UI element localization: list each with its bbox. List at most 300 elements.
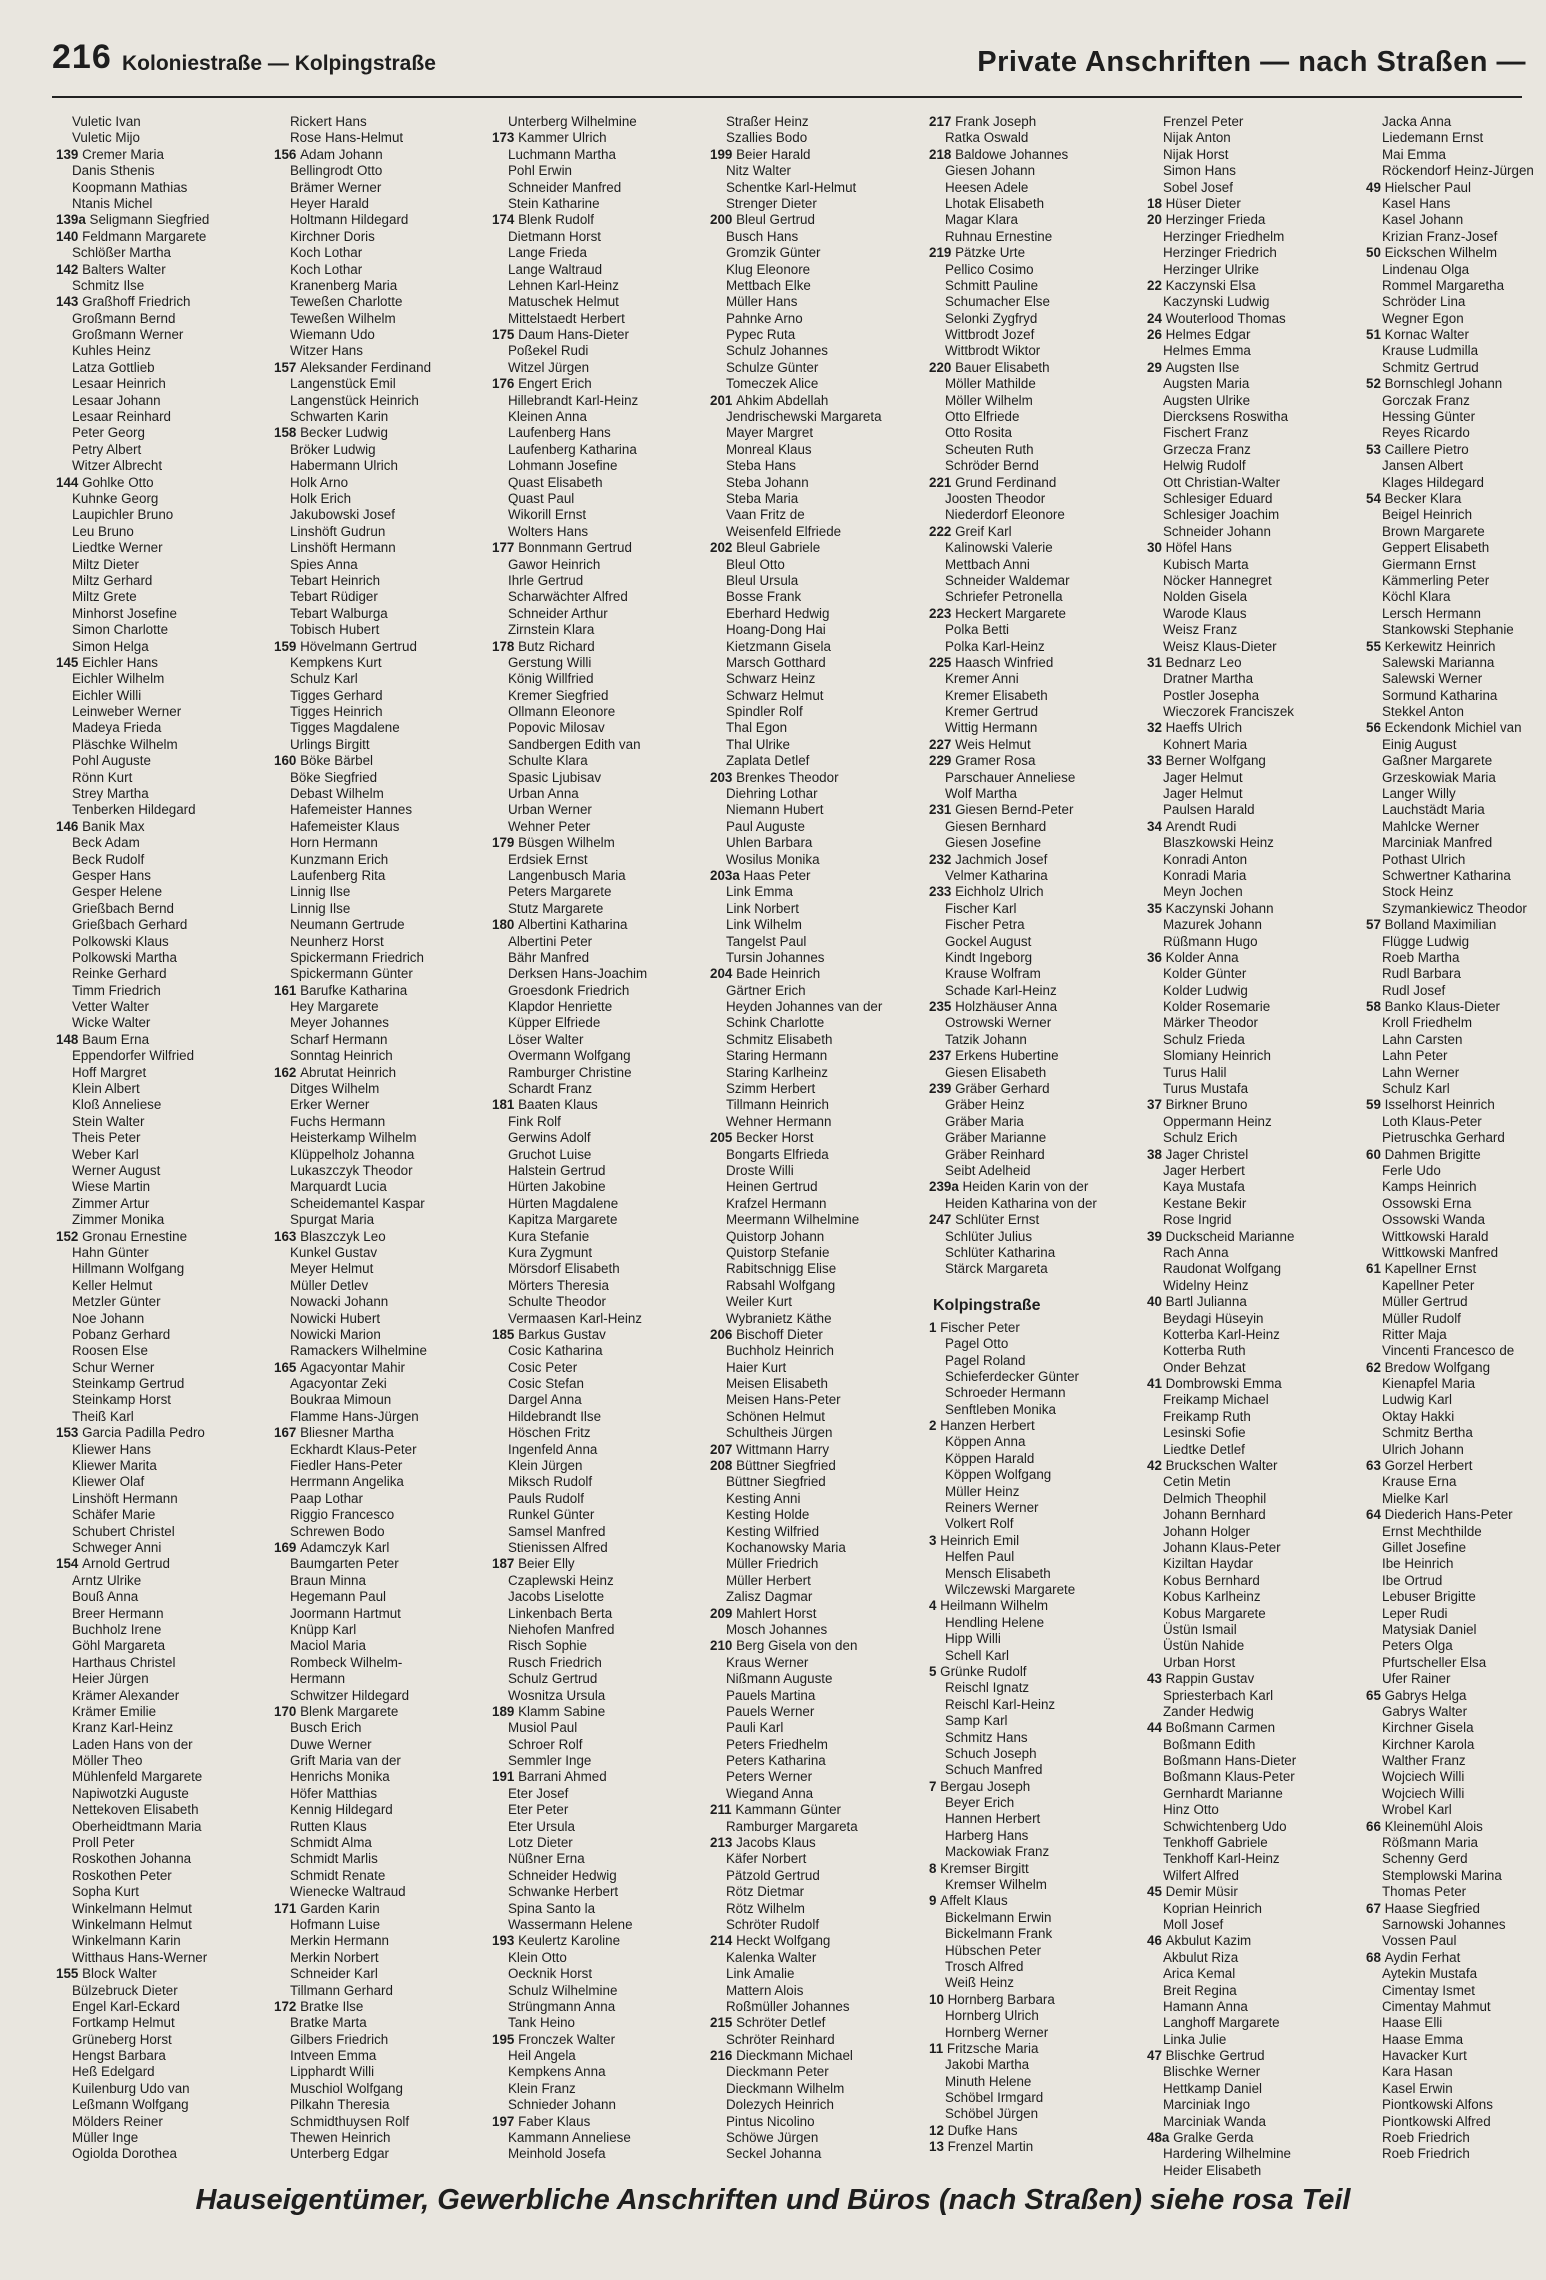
- house-entry: 172 Bratke Ilse: [274, 1998, 364, 2014]
- house-number: 169: [274, 1539, 301, 1555]
- resident-entry: Tursin Johannes: [726, 949, 825, 965]
- resident-entry: Kroll Friedhelm: [1382, 1015, 1473, 1031]
- resident-entry: Fischert Franz: [1163, 425, 1249, 441]
- house-entry: 142 Balters Walter: [56, 261, 166, 277]
- resident-entry: Schmitz Bertha: [1382, 1425, 1473, 1441]
- house-number: 174: [492, 212, 519, 228]
- resident-entry: Klein Jürgen: [508, 1458, 583, 1474]
- resident-entry: Holk Arno: [290, 474, 349, 490]
- resident-entry: Lange Waltraud: [508, 261, 603, 277]
- resident-entry: Simon Helga: [72, 638, 149, 654]
- resident-entry: Nijak Horst: [1163, 146, 1229, 162]
- resident-entry: Langenbusch Maria: [508, 867, 626, 883]
- resident-entry: Krämer Alexander: [72, 1687, 180, 1703]
- resident-entry: Stärck Margareta: [945, 1261, 1048, 1277]
- resident-entry: Meyer Helmut: [290, 1261, 374, 1277]
- resident-entry: Witzer Hans: [290, 343, 363, 359]
- resident-entry: Müller Rudolf: [1382, 1310, 1461, 1326]
- resident-entry: Grießbach Bernd: [72, 900, 174, 916]
- resident-entry: Bröker Ludwig: [290, 441, 376, 457]
- resident-entry: Linka Julie: [1163, 2031, 1227, 2047]
- resident-entry: Marsch Gotthard: [726, 654, 826, 670]
- resident-entry: Wojciech Willi: [1382, 1769, 1465, 1785]
- resident-entry: Reiners Werner: [945, 1500, 1039, 1516]
- house-number: 217: [929, 114, 956, 129]
- house-entry: 36 Kolder Anna: [1147, 949, 1239, 965]
- resident-entry: Tenkhoff Karl-Heinz: [1163, 1851, 1280, 1867]
- resident-entry: Spriesterbach Karl: [1163, 1687, 1274, 1703]
- house-number: 161: [274, 982, 301, 998]
- resident-entry: Ingenfeld Anna: [508, 1441, 598, 1457]
- resident-entry: Overmann Wolfgang: [508, 1048, 631, 1064]
- house-entry: 231 Giesen Bernd-Peter: [929, 802, 1074, 818]
- resident-entry: Steinkamp Gertrud: [72, 1376, 185, 1392]
- resident-entry: Schröder Lina: [1382, 294, 1466, 310]
- house-entry: 177 Bonnmann Gertrud: [492, 540, 632, 556]
- resident-entry: Paulsen Harald: [1163, 802, 1255, 818]
- resident-entry: Bongarts Elfrieda: [726, 1146, 829, 1162]
- resident-entry: Kesting Holde: [726, 1507, 810, 1523]
- house-entry: 229 Gramer Rosa: [929, 753, 1036, 769]
- resident-entry: Quistorp Stefanie: [726, 1244, 830, 1260]
- resident-entry: Schultheis Jürgen: [726, 1425, 833, 1441]
- resident-entry: Nitz Walter: [726, 163, 791, 179]
- house-entry: 220 Bauer Elisabeth: [929, 359, 1050, 375]
- resident-entry: Kolder Ludwig: [1163, 982, 1248, 998]
- resident-entry: Schröter Rudolf: [726, 1916, 820, 1932]
- resident-entry: Schulz Erich: [1163, 1130, 1238, 1146]
- resident-entry: Kasel Hans: [1382, 195, 1451, 211]
- resident-entry: Üstün Ismail: [1163, 1621, 1237, 1637]
- resident-entry: Schulz Karl: [290, 671, 358, 687]
- house-entry: 31 Bednarz Leo: [1147, 654, 1242, 670]
- resident-entry: Tomeczek Alice: [726, 376, 819, 392]
- resident-entry: Rommel Margaretha: [1382, 277, 1505, 293]
- resident-entry: Engel Karl-Eckard: [72, 1998, 180, 2014]
- resident-entry: Metzler Günter: [72, 1294, 161, 1310]
- resident-entry: Laufenberg Katharina: [508, 441, 637, 457]
- resident-entry: Bellingrodt Otto: [290, 163, 383, 179]
- resident-entry: Kotterba Ruth: [1163, 1343, 1246, 1359]
- resident-entry: Schöbel Jürgen: [945, 2106, 1039, 2122]
- house-number: 165: [274, 1359, 301, 1375]
- resident-entry: Schwanke Herbert: [508, 1884, 619, 1900]
- resident-entry: Mittelstaedt Herbert: [508, 310, 625, 326]
- house-number: 57: [1366, 917, 1385, 933]
- house-number: 220: [929, 359, 956, 375]
- resident-entry: Onder Behzat: [1163, 1359, 1246, 1375]
- house-number: 26: [1147, 327, 1166, 343]
- resident-entry: Ramburger Christine: [508, 1064, 632, 1080]
- resident-entry: Kesting Wilfried: [726, 1523, 820, 1539]
- resident-entry: Rose Ingrid: [1163, 1212, 1232, 1228]
- resident-entry: Runkel Günter: [508, 1507, 595, 1523]
- resident-entry: Strey Martha: [72, 786, 149, 802]
- house-number: 48a: [1147, 2130, 1174, 2146]
- resident-entry: Wittkowski Harald: [1382, 1228, 1489, 1244]
- house-entry: 205 Becker Horst: [710, 1130, 814, 1146]
- resident-entry: Buchholz Heinrich: [726, 1343, 834, 1359]
- house-number: 55: [1366, 638, 1385, 654]
- house-number: 247: [929, 1212, 956, 1228]
- resident-entry: Ufer Rainer: [1382, 1671, 1451, 1687]
- resident-entry: Freikamp Ruth: [1163, 1408, 1251, 1424]
- house-entry: 56 Eckendonk Michiel van: [1366, 720, 1522, 736]
- house-entry: 49 Hielscher Paul: [1366, 179, 1471, 195]
- resident-entry: Ratka Oswald: [945, 130, 1029, 146]
- house-entry: 68 Aydin Ferhat: [1366, 1949, 1461, 1965]
- resident-entry: Büttner Siegfried: [726, 1474, 826, 1490]
- resident-entry: Thal Ulrike: [726, 736, 790, 752]
- house-number: 213: [710, 1835, 737, 1851]
- resident-entry: Gärtner Erich: [726, 982, 806, 998]
- house-number: 43: [1147, 1671, 1166, 1687]
- resident-entry: Duwe Werner: [290, 1736, 372, 1752]
- house-number: 187: [492, 1556, 519, 1572]
- resident-entry: Uhlen Barbara: [726, 835, 813, 851]
- resident-entry: Klein Albert: [72, 1081, 140, 1097]
- resident-entry: Dargel Anna: [508, 1392, 582, 1408]
- resident-entry: Klüppelholz Johanna: [290, 1146, 415, 1162]
- resident-entry: Meisen Elisabeth: [726, 1376, 828, 1392]
- resident-entry: Schmidt Marlis: [290, 1851, 378, 1867]
- house-number: 175: [492, 327, 519, 343]
- resident-entry: Heyer Harald: [290, 195, 369, 211]
- resident-entry: Grießbach Gerhard: [72, 917, 188, 933]
- resident-entry: Schnieder Johann: [508, 2097, 616, 2113]
- resident-entry: Schenny Gerd: [1382, 1851, 1468, 1867]
- resident-entry: Pauels Martina: [726, 1687, 816, 1703]
- house-number: 8: [929, 1860, 941, 1876]
- resident-entry: Sarnowski Johannes: [1382, 1916, 1506, 1932]
- resident-entry: Thomas Peter: [1382, 1884, 1467, 1900]
- house-number: 65: [1366, 1687, 1385, 1703]
- resident-entry: Hannen Herbert: [945, 1811, 1041, 1827]
- resident-entry: Tenkhoff Gabriele: [1163, 1835, 1268, 1851]
- resident-entry: Ott Christian-Walter: [1163, 474, 1281, 490]
- resident-entry: Beck Adam: [72, 835, 140, 851]
- resident-entry: Kaczynski Ludwig: [1163, 294, 1270, 310]
- resident-entry: Zalisz Dagmar: [726, 1589, 813, 1605]
- resident-entry: Diehring Lothar: [726, 786, 818, 802]
- resident-entry: Cosic Katharina: [508, 1343, 603, 1359]
- resident-entry: Helmes Emma: [1163, 343, 1251, 359]
- resident-entry: Müller Detlev: [290, 1277, 369, 1293]
- resident-entry: Weisz Franz: [1163, 622, 1238, 638]
- resident-entry: Schuch Manfred: [945, 1762, 1043, 1778]
- resident-entry: Grüneberg Horst: [72, 2031, 172, 2047]
- house-entry: 29 Augsten Ilse: [1147, 359, 1240, 375]
- spacer: [929, 1278, 1143, 1288]
- resident-entry: Heiden Katharina von der: [945, 1195, 1097, 1211]
- resident-entry: Pietruschka Gerhard: [1382, 1130, 1505, 1146]
- resident-entry: Spina Santo la: [508, 1900, 596, 1916]
- house-entry: 47 Blischke Gertrud: [1147, 2048, 1265, 2064]
- house-number: 146: [56, 818, 83, 834]
- resident-entry: Nowicki Hubert: [290, 1310, 381, 1326]
- house-entry: 170 Blenk Margarete: [274, 1703, 399, 1719]
- resident-entry: Kempkens Kurt: [290, 654, 382, 670]
- resident-entry: Salewski Werner: [1382, 671, 1483, 687]
- resident-entry: Miltz Gerhard: [72, 572, 153, 588]
- resident-entry: Tobisch Hubert: [290, 622, 380, 638]
- resident-entry: Schulze Günter: [726, 359, 819, 375]
- resident-entry: Koch Lothar: [290, 245, 363, 261]
- resident-entry: Senftleben Monika: [945, 1401, 1056, 1417]
- resident-entry: Giermann Ernst: [1382, 556, 1476, 572]
- house-entry: 195 Fronczek Walter: [492, 2031, 616, 2047]
- resident-entry: Giesen Elisabeth: [945, 1064, 1047, 1080]
- house-number: 178: [492, 638, 519, 654]
- resident-entry: Schneider Manfred: [508, 179, 622, 195]
- resident-entry: Müller Friedrich: [726, 1556, 819, 1572]
- resident-entry: Liedtke Werner: [72, 540, 163, 556]
- house-number: 37: [1147, 1097, 1166, 1113]
- resident-entry: Frenzel Peter: [1163, 114, 1244, 129]
- resident-entry: Jager Herbert: [1163, 1163, 1245, 1178]
- house-number: 63: [1366, 1458, 1385, 1474]
- house-entry: 209 Mahlert Horst: [710, 1605, 817, 1621]
- house-entry: 203 Brenkes Theodor: [710, 769, 839, 785]
- resident-entry: Schumacher Else: [945, 294, 1050, 310]
- resident-entry: Lipphardt Willi: [290, 2064, 375, 2080]
- resident-entry: Dratner Martha: [1163, 671, 1254, 687]
- resident-entry: Moll Josef: [1163, 1916, 1224, 1932]
- resident-entry: Cosic Peter: [508, 1359, 578, 1375]
- resident-entry: Niederdorf Eleonore: [945, 507, 1065, 523]
- house-number: 152: [56, 1228, 83, 1244]
- house-number: 221: [929, 474, 956, 490]
- resident-entry: Schröder Bernd: [945, 458, 1039, 474]
- resident-entry: Quast Elisabeth: [508, 474, 603, 490]
- resident-entry: Szimm Herbert: [726, 1081, 816, 1097]
- house-entry: 174 Blenk Rudolf: [492, 212, 594, 228]
- resident-entry: Schulz Karl: [1382, 1081, 1450, 1097]
- header-rule: [52, 96, 1522, 98]
- house-entry: 61 Kapellner Ernst: [1366, 1261, 1477, 1277]
- house-entry: 221 Grund Ferdinand: [929, 474, 1057, 490]
- resident-entry: Peters Margarete: [508, 884, 612, 900]
- house-entry: 217 Frank Joseph: [929, 114, 1037, 129]
- resident-entry: Zimmer Monika: [72, 1212, 165, 1228]
- house-number: 199: [710, 146, 737, 162]
- resident-entry: Gockel August: [945, 933, 1032, 949]
- house-number: 18: [1147, 195, 1166, 211]
- resident-entry: Steba Maria: [726, 490, 799, 506]
- house-entry: 227 Weis Helmut: [929, 736, 1031, 752]
- house-entry: 191 Barrani Ahmed: [492, 1769, 607, 1785]
- resident-entry: Wittig Hermann: [945, 720, 1038, 736]
- resident-entry: Meyn Jochen: [1163, 884, 1243, 900]
- house-number: 231: [929, 802, 956, 818]
- resident-entry: Teweßen Wilhelm: [290, 310, 396, 326]
- house-number: 41: [1147, 1376, 1166, 1392]
- resident-entry: Otto Elfriede: [945, 409, 1020, 425]
- resident-entry: Lesaar Heinrich: [72, 376, 166, 392]
- resident-entry: Erdsiek Ernst: [508, 851, 588, 867]
- resident-entry: Pothast Ulrich: [1382, 851, 1466, 867]
- resident-entry: Hessing Günter: [1382, 409, 1476, 425]
- house-entry: 54 Becker Klara: [1366, 490, 1462, 506]
- house-entry: 57 Bolland Maximilian: [1366, 917, 1497, 933]
- house-entry: 9 Affelt Klaus: [929, 1893, 1008, 1909]
- resident-entry: Mielke Karl: [1382, 1490, 1449, 1506]
- resident-entry: Heier Jürgen: [72, 1671, 149, 1687]
- resident-entry: Rötz Dietmar: [726, 1884, 805, 1900]
- resident-entry: Theis Peter: [72, 1130, 141, 1146]
- house-entry: 207 Wittmann Harry: [710, 1441, 830, 1457]
- resident-entry: Tebart Walburga: [290, 605, 388, 621]
- resident-entry: Fischer Karl: [945, 900, 1017, 916]
- house-number: 232: [929, 851, 956, 867]
- resident-entry: Tebart Rüdiger: [290, 589, 378, 605]
- directory-column-5: [929, 114, 1143, 2156]
- resident-entry: Üstün Nahide: [1163, 1638, 1245, 1654]
- resident-entry: Roskothen Peter: [72, 1867, 172, 1883]
- resident-entry: Link Norbert: [726, 900, 799, 916]
- resident-entry: Sandbergen Edith van: [508, 736, 641, 752]
- resident-entry: Kesting Anni: [726, 1490, 801, 1506]
- house-entry: 200 Bleul Gertrud: [710, 212, 815, 228]
- resident-entry: Schentke Karl-Helmut: [726, 179, 857, 195]
- resident-entry: Löser Walter: [508, 1031, 584, 1047]
- resident-entry: Schulte Klara: [508, 753, 588, 769]
- resident-entry: Miltz Dieter: [72, 556, 139, 572]
- house-entry: 4 Heilmann Wilhelm: [929, 1598, 1049, 1614]
- resident-entry: Roßmüller Johannes: [726, 1998, 850, 2014]
- resident-entry: Havacker Kurt: [1382, 2048, 1467, 2064]
- resident-entry: Kirchner Karola: [1382, 1736, 1475, 1752]
- resident-entry: Tenberken Hildegard: [72, 802, 196, 818]
- resident-entry: Kuhles Heinz: [72, 343, 151, 359]
- house-entry: 176 Engert Erich: [492, 376, 592, 392]
- resident-entry: Helwig Rudolf: [1163, 458, 1246, 474]
- house-number: 201: [710, 392, 737, 408]
- resident-entry: Brämer Werner: [290, 179, 382, 195]
- resident-entry: Herrmann Angelika: [290, 1474, 404, 1490]
- resident-entry: Lebuser Brigitte: [1382, 1589, 1476, 1605]
- resident-entry: Schöbel Irmgard: [945, 2090, 1044, 2106]
- resident-entry: Wittkowski Manfred: [1382, 1244, 1499, 1260]
- resident-entry: Bülzebruck Dieter: [72, 1982, 178, 1998]
- resident-entry: Vuletic Mijo: [72, 130, 140, 146]
- house-number: 61: [1366, 1261, 1385, 1277]
- page-header: [52, 38, 1526, 88]
- resident-entry: Witzel Jürgen: [508, 359, 590, 375]
- house-number: 2: [929, 1418, 941, 1434]
- house-number: 210: [710, 1638, 737, 1654]
- resident-entry: Müller Heinz: [945, 1483, 1020, 1499]
- house-number: 197: [492, 2113, 519, 2129]
- resident-entry: Ogiolda Dorothea: [72, 2146, 177, 2162]
- street-range-title: Koloniestraße — Kolpingstraße: [122, 52, 436, 75]
- house-entry: 144 Gohlke Otto: [56, 474, 154, 490]
- resident-entry: Lesaar Reinhard: [72, 409, 172, 425]
- house-number: 239a: [929, 1179, 963, 1195]
- house-entry: 211 Kammann Günter: [710, 1802, 842, 1818]
- resident-entry: Pfurtscheller Elsa: [1382, 1654, 1487, 1670]
- resident-entry: Schwarten Karin: [290, 409, 389, 425]
- resident-entry: Heyden Johannes van der: [726, 999, 883, 1015]
- resident-entry: Minuth Helene: [945, 2073, 1032, 2089]
- resident-entry: Nettekoven Elisabeth: [72, 1802, 199, 1818]
- house-number: 171: [274, 1900, 301, 1916]
- resident-entry: Schneider Hedwig: [508, 1867, 617, 1883]
- resident-entry: Schmidthuysen Rolf: [290, 2113, 410, 2129]
- resident-entry: Wilfert Alfred: [1163, 1867, 1239, 1883]
- resident-entry: Mölders Reiner: [72, 2113, 163, 2129]
- resident-entry: Kestane Bekir: [1163, 1195, 1247, 1211]
- resident-entry: Köppen Anna: [945, 1434, 1026, 1450]
- resident-entry: Kura Zygmunt: [508, 1244, 593, 1260]
- resident-entry: Urban Werner: [508, 802, 592, 818]
- resident-entry: Eter Ursula: [508, 1818, 575, 1834]
- resident-entry: Schulz Gertrud: [508, 1671, 598, 1687]
- resident-entry: Kalenka Walter: [726, 1949, 817, 1965]
- resident-entry: Hafemeister Hannes: [290, 802, 413, 818]
- house-entry: 35 Kaczynski Johann: [1147, 900, 1274, 916]
- resident-entry: Laufenberg Hans: [508, 425, 611, 441]
- resident-entry: Köchl Klara: [1382, 589, 1451, 605]
- resident-entry: Langer Willy: [1382, 786, 1456, 802]
- resident-entry: Einig August: [1382, 736, 1457, 752]
- resident-entry: Schade Karl-Heinz: [945, 982, 1057, 998]
- resident-entry: Weiß Heinz: [945, 1975, 1014, 1991]
- resident-entry: Link Wilhelm: [726, 917, 802, 933]
- resident-entry: Boßmann Edith: [1163, 1736, 1256, 1752]
- resident-entry: Harthaus Christel: [72, 1654, 176, 1670]
- resident-entry: Ramackers Wilhelmine: [290, 1343, 427, 1359]
- resident-entry: Delmich Theophil: [1163, 1490, 1267, 1506]
- resident-entry: Madeya Frieda: [72, 720, 162, 736]
- resident-entry: Schink Charlotte: [726, 1015, 825, 1031]
- resident-entry: Weisenfeld Elfriede: [726, 523, 842, 539]
- house-entry: 59 Isselhorst Heinrich: [1366, 1097, 1495, 1113]
- resident-entry: Ostrowski Werner: [945, 1015, 1052, 1031]
- house-number: 139a: [56, 212, 90, 228]
- resident-entry: Maciol Maria: [290, 1638, 366, 1654]
- resident-entry: Kremer Siegfried: [508, 687, 609, 703]
- resident-entry: Link Emma: [726, 884, 793, 900]
- resident-entry: Boßmann Hans-Dieter: [1163, 1753, 1297, 1769]
- resident-entry: Köppen Harald: [945, 1450, 1035, 1466]
- resident-entry: Möller Wilhelm: [945, 392, 1033, 408]
- directory-column-6: [1147, 114, 1361, 2179]
- resident-entry: Polkowski Martha: [72, 949, 177, 965]
- resident-entry: Wieczorek Franciszek: [1163, 704, 1294, 720]
- resident-entry: Hoang-Dong Hai: [726, 622, 826, 638]
- house-number: 203a: [710, 867, 744, 883]
- house-entry: 145 Eichler Hans: [56, 654, 158, 670]
- house-entry: 148 Baum Erna: [56, 1031, 150, 1047]
- resident-entry: Marciniak Ingo: [1163, 2097, 1251, 2113]
- resident-entry: Rötz Wilhelm: [726, 1900, 805, 1916]
- resident-entry: Gerstung Willi: [508, 654, 592, 670]
- resident-entry: Kuilenburg Udo van: [72, 2080, 190, 2096]
- house-number: 46: [1147, 1933, 1166, 1949]
- resident-entry: Wosilus Monika: [726, 851, 820, 867]
- resident-entry: Urban Horst: [1163, 1654, 1236, 1670]
- resident-entry: Vaan Fritz de: [726, 507, 805, 523]
- resident-entry: Monreal Klaus: [726, 441, 812, 457]
- resident-entry: Lohmann Josefine: [508, 458, 618, 474]
- resident-entry: Pypec Ruta: [726, 327, 796, 343]
- resident-entry: Fuchs Hermann: [290, 1113, 386, 1129]
- resident-entry: Kirchner Gisela: [1382, 1720, 1474, 1736]
- resident-entry: Harberg Hans: [945, 1827, 1029, 1843]
- resident-entry: Lersch Hermann: [1382, 605, 1481, 621]
- house-number: 193: [492, 1933, 519, 1949]
